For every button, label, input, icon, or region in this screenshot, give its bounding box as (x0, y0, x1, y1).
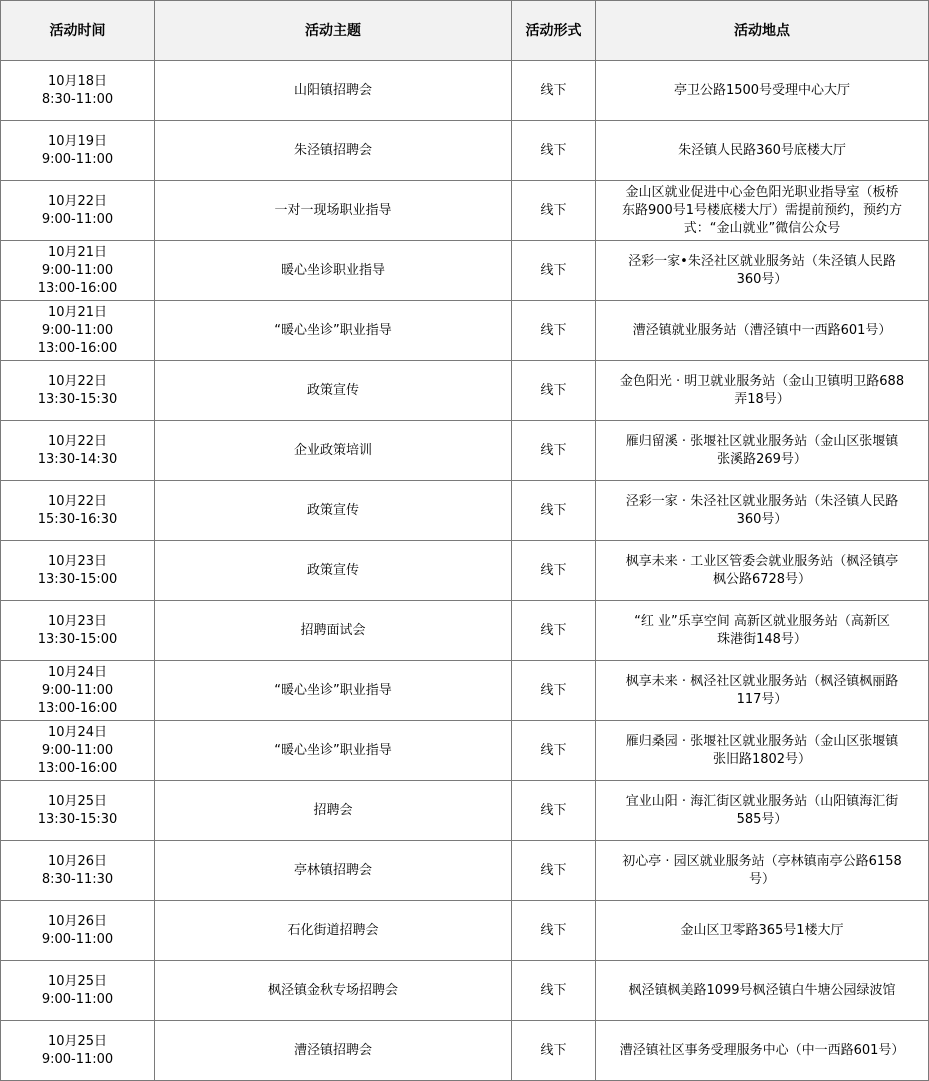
table-row (1, 1021, 929, 1081)
cell-theme: 企业政策培训 (155, 421, 512, 481)
table-row (1, 781, 929, 841)
cell-location: 亭卫公路1500号受理中心大厅 (596, 61, 929, 121)
cell-theme: 亭林镇招聘会 (155, 841, 512, 901)
cell-form: 线下 (512, 241, 596, 301)
cell-time: 10月26日 8:30-11:30 (1, 841, 155, 901)
cell-location: 金山区就业促进中心金色阳光职业指导室（板桥 东路900号1号楼底楼大厅）需提前预约，预约方 式：“金山就业”微信公众号 (596, 181, 929, 241)
cell-time: 10月22日 13:30-14:30 (1, 421, 155, 481)
cell-theme: 暖心坐诊职业指导 (155, 241, 512, 301)
table-row (1, 961, 929, 1021)
header-row (1, 1, 929, 61)
cell-theme: 招聘会 (155, 781, 512, 841)
header-time: 活动时间 (1, 1, 155, 61)
cell-location: 初心亭 · 园区就业服务站（亭林镇南亭公路6158 号） (596, 841, 929, 901)
cell-theme: “暖心坐诊”职业指导 (155, 301, 512, 361)
cell-location: 枫享未来 · 枫泾社区就业服务站（枫泾镇枫丽路 117号） (596, 661, 929, 721)
cell-time: 10月25日 13:30-15:30 (1, 781, 155, 841)
cell-time: 10月22日 15:30-16:30 (1, 481, 155, 541)
header-theme: 活动主题 (155, 1, 512, 61)
cell-time: 10月21日 9:00-11:00 13:00-16:00 (1, 301, 155, 361)
cell-time: 10月23日 13:30-15:00 (1, 601, 155, 661)
table-row (1, 361, 929, 421)
cell-form: 线下 (512, 721, 596, 781)
cell-theme: “暖心坐诊”职业指导 (155, 721, 512, 781)
header-location: 活动地点 (596, 1, 929, 61)
cell-time: 10月26日 9:00-11:00 (1, 901, 155, 961)
table-row (1, 721, 929, 781)
cell-location: 泾彩一家•朱泾社区就业服务站（朱泾镇人民路 360号） (596, 241, 929, 301)
cell-theme: 朱泾镇招聘会 (155, 121, 512, 181)
cell-location: 宜业山阳 · 海汇街区就业服务站（山阳镇海汇街 585号） (596, 781, 929, 841)
cell-location: 金山区卫零路365号1楼大厅 (596, 901, 929, 961)
table-row (1, 541, 929, 601)
cell-time: 10月24日 9:00-11:00 13:00-16:00 (1, 721, 155, 781)
cell-form: 线下 (512, 61, 596, 121)
cell-form: 线下 (512, 601, 596, 661)
table-row (1, 61, 929, 121)
table-row (1, 601, 929, 661)
cell-theme: 山阳镇招聘会 (155, 61, 512, 121)
cell-theme: 枫泾镇金秋专场招聘会 (155, 961, 512, 1021)
table-row (1, 841, 929, 901)
cell-location: 金色阳光 · 明卫就业服务站（金山卫镇明卫路688 弄18号） (596, 361, 929, 421)
cell-location: 枫享未来 · 工业区管委会就业服务站（枫泾镇亭 枫公路6728号） (596, 541, 929, 601)
cell-location: 雁归留溪 · 张堰社区就业服务站（金山区张堰镇 张溪路269号） (596, 421, 929, 481)
cell-theme: “暖心坐诊”职业指导 (155, 661, 512, 721)
cell-theme: 漕泾镇招聘会 (155, 1021, 512, 1081)
header-form: 活动形式 (512, 1, 596, 61)
cell-form: 线下 (512, 661, 596, 721)
table-row (1, 901, 929, 961)
cell-form: 线下 (512, 121, 596, 181)
cell-theme: 政策宣传 (155, 541, 512, 601)
table-row (1, 481, 929, 541)
cell-form: 线下 (512, 181, 596, 241)
cell-location: “红 业”乐享空间 高新区就业服务站（高新区 珠港街148号） (596, 601, 929, 661)
cell-time: 10月25日 9:00-11:00 (1, 961, 155, 1021)
cell-time: 10月22日 9:00-11:00 (1, 181, 155, 241)
cell-time: 10月19日 9:00-11:00 (1, 121, 155, 181)
cell-form: 线下 (512, 421, 596, 481)
cell-theme: 政策宣传 (155, 481, 512, 541)
table-row (1, 661, 929, 721)
cell-form: 线下 (512, 1021, 596, 1081)
table-row (1, 301, 929, 361)
cell-form: 线下 (512, 541, 596, 601)
cell-location: 雁归桑园 · 张堰社区就业服务站（金山区张堰镇 张旧路1802号） (596, 721, 929, 781)
cell-time: 10月25日 9:00-11:00 (1, 1021, 155, 1081)
table-row (1, 181, 929, 241)
cell-theme: 政策宣传 (155, 361, 512, 421)
cell-location: 泾彩一家 · 朱泾社区就业服务站（朱泾镇人民路 360号） (596, 481, 929, 541)
cell-time: 10月18日 8:30-11:00 (1, 61, 155, 121)
cell-form: 线下 (512, 841, 596, 901)
cell-location: 朱泾镇人民路360号底楼大厅 (596, 121, 929, 181)
cell-theme: 招聘面试会 (155, 601, 512, 661)
cell-form: 线下 (512, 901, 596, 961)
cell-time: 10月22日 13:30-15:30 (1, 361, 155, 421)
cell-form: 线下 (512, 481, 596, 541)
cell-theme: 一对一现场职业指导 (155, 181, 512, 241)
cell-time: 10月21日 9:00-11:00 13:00-16:00 (1, 241, 155, 301)
cell-theme: 石化街道招聘会 (155, 901, 512, 961)
cell-form: 线下 (512, 961, 596, 1021)
table-row (1, 121, 929, 181)
cell-time: 10月24日 9:00-11:00 13:00-16:00 (1, 661, 155, 721)
cell-form: 线下 (512, 361, 596, 421)
cell-form: 线下 (512, 781, 596, 841)
cell-location: 漕泾镇社区事务受理服务中心（中一西路601号） (596, 1021, 929, 1081)
cell-location: 枫泾镇枫美路1099号枫泾镇白牛塘公园绿波馆 (596, 961, 929, 1021)
table-row (1, 241, 929, 301)
cell-time: 10月23日 13:30-15:00 (1, 541, 155, 601)
table-row (1, 421, 929, 481)
cell-location: 漕泾镇就业服务站（漕泾镇中一西路601号） (596, 301, 929, 361)
cell-form: 线下 (512, 301, 596, 361)
